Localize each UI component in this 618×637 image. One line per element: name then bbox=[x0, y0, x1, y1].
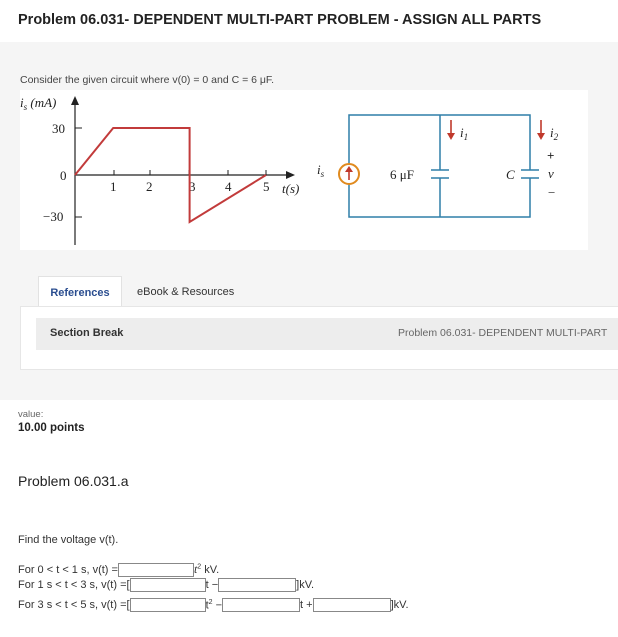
x-axis-label: t(s) bbox=[282, 181, 300, 196]
i1-arrow-icon bbox=[447, 133, 455, 140]
y-axis-label: $i_s$ (mA) bbox=[20, 95, 57, 112]
row3-constant-input[interactable] bbox=[313, 598, 391, 612]
row1-lead: For 0 < t < 1 s, v(t) = bbox=[18, 563, 118, 576]
row3-t-input[interactable] bbox=[222, 598, 300, 612]
row3-bracket: [ bbox=[126, 599, 130, 611]
voltage-label: v bbox=[548, 166, 554, 181]
y-tick-label: 0 bbox=[60, 168, 67, 183]
row1-coefficient-input[interactable] bbox=[118, 563, 194, 577]
x-tick-label: 3 bbox=[189, 179, 196, 194]
i2-arrow-icon bbox=[537, 133, 545, 140]
figure-svg bbox=[20, 90, 588, 250]
part-instruction: Find the voltage v(t). bbox=[18, 534, 119, 546]
row2-unit: kV. bbox=[299, 579, 315, 591]
problem-intro: Consider the given circuit where v(0) = 0 and C = 6 μF. bbox=[20, 74, 275, 86]
minus-sign: − bbox=[548, 185, 556, 200]
row2-mid: t − bbox=[205, 579, 219, 591]
row1-suffix: $t^2$ kV. bbox=[193, 562, 220, 576]
y-axis-arrow bbox=[71, 96, 79, 105]
row2-lead: For 1 s < t < 3 s, v(t) = bbox=[18, 579, 127, 591]
row2-bracket: [ bbox=[126, 579, 130, 591]
row3-end: ] bbox=[390, 599, 394, 611]
row3-unit: kV. bbox=[393, 599, 409, 611]
section-break-label: Section Break bbox=[50, 327, 124, 339]
circuit-figure bbox=[20, 90, 588, 250]
row2-end: ] bbox=[296, 579, 300, 591]
part-title: Problem 06.031.a bbox=[18, 473, 129, 489]
page-title: Problem 06.031- DEPENDENT MULTI-PART PROBLEM - ASSIGN ALL PARTS bbox=[18, 12, 542, 28]
graph-axes bbox=[20, 95, 299, 245]
circuit bbox=[317, 115, 559, 217]
x-tick-label: 2 bbox=[146, 179, 153, 194]
cap2-label: C bbox=[506, 167, 515, 182]
row3-mid1: $t^2$ − bbox=[205, 598, 223, 612]
value-points: 10.00 points bbox=[18, 422, 85, 434]
x-tick-label: 4 bbox=[225, 179, 232, 194]
i2-label: $i_2$ bbox=[550, 125, 559, 142]
y-tick-label: 30 bbox=[52, 121, 65, 136]
row3-mid2: t + bbox=[300, 599, 313, 611]
x-tick-label: 5 bbox=[263, 179, 270, 194]
value-label: value: bbox=[18, 409, 44, 420]
row2-constant-input[interactable] bbox=[218, 578, 296, 592]
problem-reference-link[interactable]: Problem 06.031- DEPENDENT MULTI-PART bbox=[398, 327, 608, 339]
row3-t2-input[interactable] bbox=[130, 598, 206, 612]
i1-label: $i_1$ bbox=[460, 125, 469, 142]
row3-lead: For 3 s < t < 5 s, v(t) = bbox=[18, 599, 127, 611]
answer-row-3 bbox=[18, 598, 409, 612]
cap2-gap bbox=[521, 170, 539, 178]
x-tick-label: 1 bbox=[110, 179, 117, 194]
answer-row-1 bbox=[18, 562, 219, 577]
row2-coefficient-input[interactable] bbox=[130, 578, 206, 592]
y-tick-label: −30 bbox=[43, 209, 64, 224]
answer-row-2 bbox=[18, 578, 314, 592]
plus-sign: + bbox=[547, 148, 555, 163]
x-axis-arrow bbox=[286, 171, 295, 179]
cap1-label: 6 μF bbox=[390, 167, 414, 182]
tab-references[interactable]: References bbox=[38, 276, 122, 308]
tab-ebook-resources[interactable]: eBook & Resources bbox=[137, 285, 235, 298]
cap1-gap bbox=[431, 170, 449, 178]
source-label: $i_s$ bbox=[317, 162, 325, 179]
